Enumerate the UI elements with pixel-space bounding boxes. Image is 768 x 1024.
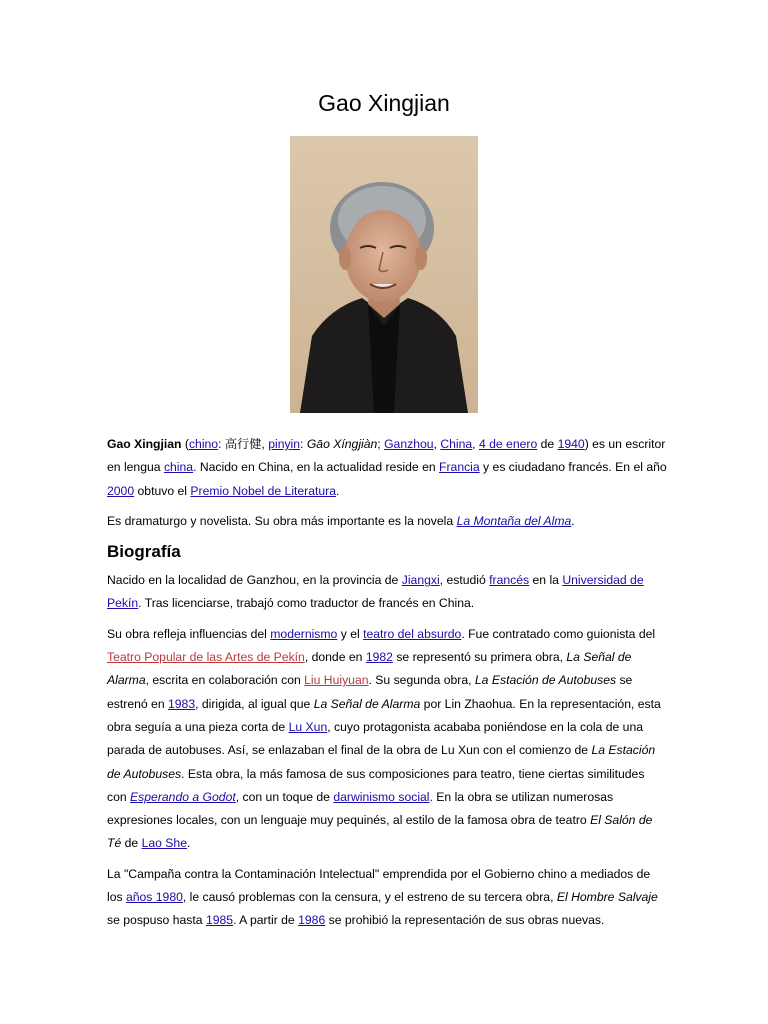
work-title: La Señal de Alarma xyxy=(313,696,421,711)
page-title: Gao Xingjian xyxy=(318,90,450,116)
text: , donde en xyxy=(304,650,366,665)
text: , xyxy=(472,437,479,451)
bio-paragraph-2 xyxy=(107,623,667,856)
link-1982[interactable]: 1982 xyxy=(365,650,393,665)
text: , estudió xyxy=(439,573,490,588)
text: . xyxy=(336,483,340,498)
text: , dirigida, al igual que xyxy=(195,696,314,711)
bio-paragraph-1 xyxy=(107,569,667,616)
link-nobel[interactable]: Premio Nobel de Literatura xyxy=(190,483,337,498)
summary-paragraph xyxy=(107,510,667,533)
text: ( xyxy=(181,437,189,451)
article-body xyxy=(107,433,667,940)
work-title: El Hombre Salvaje xyxy=(556,890,658,905)
link-teatro-popular[interactable]: Teatro Popular de las Artes de Pekín xyxy=(107,650,305,665)
intro-paragraph xyxy=(107,433,667,503)
text: y es ciudadano francés. En el año xyxy=(479,460,667,475)
text: Su obra refleja influencias del xyxy=(107,626,271,641)
text: ; xyxy=(377,437,385,451)
link-montana-del-alma[interactable] xyxy=(456,513,575,528)
text: La "Campaña contra la Contaminación Intelectual" emprendida por el Gobierno chino a mediados de los xyxy=(107,866,651,905)
link-1985[interactable]: 1985 xyxy=(205,913,234,928)
text: y el xyxy=(337,626,364,641)
link-ganzhou[interactable]: Ganzhou xyxy=(384,437,434,451)
text: Es dramaturgo y novelista. Su obra más importante es la novela xyxy=(107,513,457,528)
work-title: La Señal de Alarma xyxy=(107,650,632,688)
subject-name: Gao Xingjian xyxy=(107,437,182,451)
text: : xyxy=(300,437,307,451)
link-jiangxi[interactable]: Jiangxi xyxy=(401,573,440,588)
link-liu-huiyuan[interactable]: Liu Huiyuan xyxy=(304,673,369,688)
pinyin-name: Gāo Xíngjiàn xyxy=(306,437,378,451)
text: . xyxy=(186,836,191,851)
text: : 高行健, xyxy=(218,437,269,451)
link-lao-she[interactable]: Lao She xyxy=(141,836,187,851)
text: se prohibió la representación de sus obras nuevas. xyxy=(325,913,605,928)
link-2000[interactable]: 2000 xyxy=(107,483,135,498)
section-heading-biografia: Biografía xyxy=(107,542,181,562)
link-china[interactable]: China xyxy=(440,437,473,451)
text: , xyxy=(433,437,441,451)
link-modernismo[interactable]: modernismo xyxy=(270,626,338,641)
text: . En la obra se utilizan numerosas expresiones locales, con un lenguaje muy pequinés, al estilo de la famosa obra de teatro xyxy=(107,789,614,828)
link-esperando-a-godot[interactable] xyxy=(130,790,236,804)
link-lu-xun[interactable]: Lu Xun xyxy=(288,719,328,734)
text: . Nacido en China, en la actualidad reside en xyxy=(193,460,440,475)
link-label: La Montaña del Alma xyxy=(456,513,572,528)
link-frances[interactable]: francés xyxy=(489,573,530,588)
text: en la xyxy=(529,573,563,588)
text: , le causó problemas con la censura, y el estreno de su tercera obra, xyxy=(182,890,557,905)
text: de xyxy=(121,836,142,851)
link-darwinismo-social[interactable]: darwinismo social xyxy=(333,789,430,804)
link-1940[interactable]: 1940 xyxy=(557,437,585,451)
text: . A partir de xyxy=(233,913,299,928)
link-date[interactable]: 4 de enero xyxy=(478,437,538,451)
portrait-photo xyxy=(290,136,478,413)
link-label: Esperando a Godot xyxy=(130,789,236,804)
bio-paragraph-3 xyxy=(107,863,667,933)
text: . Su segunda obra, xyxy=(368,673,475,688)
work-title: La Estación de Autobuses xyxy=(107,743,656,781)
text: . Tras licenciarse, trabajó como traductor de francés en China. xyxy=(138,596,475,611)
link-teatro-absurdo[interactable]: teatro del absurdo xyxy=(363,626,462,641)
link-chino[interactable]: chino xyxy=(188,437,219,451)
text: obtuvo el xyxy=(134,483,191,498)
text: de xyxy=(537,437,558,451)
text: . Esta obra, la más famosa de sus composiciones para teatro, tiene ciertas similitudes con xyxy=(107,766,645,804)
text: , escrita en colaboración con xyxy=(145,673,305,688)
link-francia[interactable]: Francia xyxy=(439,460,480,475)
link-1986[interactable]: 1986 xyxy=(298,913,326,928)
text: Nacido en la localidad de Ganzhou, en la provincia de xyxy=(107,573,402,588)
text: se estrenó en xyxy=(107,673,633,711)
work-title: El Salón de Té xyxy=(107,813,653,851)
work-title: La Estación de Autobuses xyxy=(474,673,617,688)
link-pinyin[interactable]: pinyin xyxy=(268,437,301,451)
text: ) es un escritor en lengua xyxy=(107,437,666,475)
text: . Fue contratado como guionista del xyxy=(461,626,656,641)
text: se pospuso hasta xyxy=(107,913,206,928)
text: , con un toque de xyxy=(235,789,334,804)
text: . xyxy=(571,513,575,528)
text: se representó su primera obra, xyxy=(392,650,567,665)
link-china-language[interactable]: china xyxy=(163,460,194,475)
link-anos-1980[interactable]: años 1980 xyxy=(125,890,183,905)
link-universidad-pekin[interactable]: Universidad de Pekín xyxy=(107,573,644,611)
text: por Lin Zhaohua. En la representación, esta obra seguía a una pieza corta de xyxy=(107,696,661,734)
link-1983[interactable]: 1983 xyxy=(167,696,196,711)
text: , cuyo protagonista acababa poniéndose en la cola de una parada de autobuses. Así, se enlazaban el final de la obra de Lu Xun con el comienzo de xyxy=(107,719,643,758)
